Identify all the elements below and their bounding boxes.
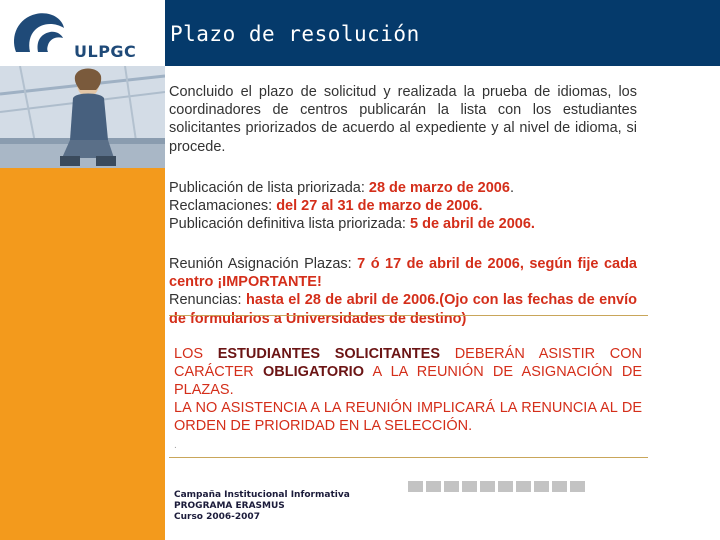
divider-bottom: [169, 457, 648, 458]
ulpgc-logo: [8, 8, 163, 63]
footer-credits: Campaña Institucional Informativa PROGRAMA ERASMUS Curso 2006-2007: [174, 490, 350, 522]
divider-top: [169, 315, 648, 316]
meeting-paragraph: Reunión Asignación Plazas: 7 ó 17 de abril de 2006, según fije cada centro ¡IMPORTANTE! Renuncias: hasta el 28 de abril de 2006.(Ojo con las fechas de envío de formularios a Universidades de destino): [169, 256, 638, 327]
date-line-publication: Publicación de lista priorizada: 28 de marzo de 2006.: [169, 180, 514, 196]
dates-paragraph: [169, 179, 637, 234]
slide-title: Plazo de resolución: [170, 22, 420, 46]
orange-side-panel: [0, 168, 165, 540]
logo-text: ULPGC: [74, 42, 137, 61]
date-line-claims: Reclamaciones: del 27 al 31 de marzo de 2006.: [169, 198, 483, 215]
student-photo: [0, 66, 165, 168]
decorative-squares: [408, 481, 585, 492]
intro-paragraph: Concluido el plazo de solicitud y realizada la prueba de idiomas, los coordinadores de centros publicarán la lista con los estudiantes solicitantes priorizados de acuerdo al expediente y al nivel de idioma, si procede.: [169, 84, 637, 155]
warning-paragraph: LOS ESTUDIANTES SOLICITANTES DEBERÁN ASISTIR CON CARÁCTER OBLIGATORIO A LA REUNIÓN DE ASIGNACIÓN DE PLAZAS. LA NO ASISTENCIA A LA REUNIÓN IMPLICARÁ LA RENUNCIA AL DE ORDEN DE PRIORIDAD EN LA SELECCIÓN. .: [174, 346, 643, 452]
date-line-final: Publicación definitiva lista priorizada: 5 de abril de 2006.: [169, 216, 535, 233]
logo-mark-icon: [8, 8, 68, 58]
